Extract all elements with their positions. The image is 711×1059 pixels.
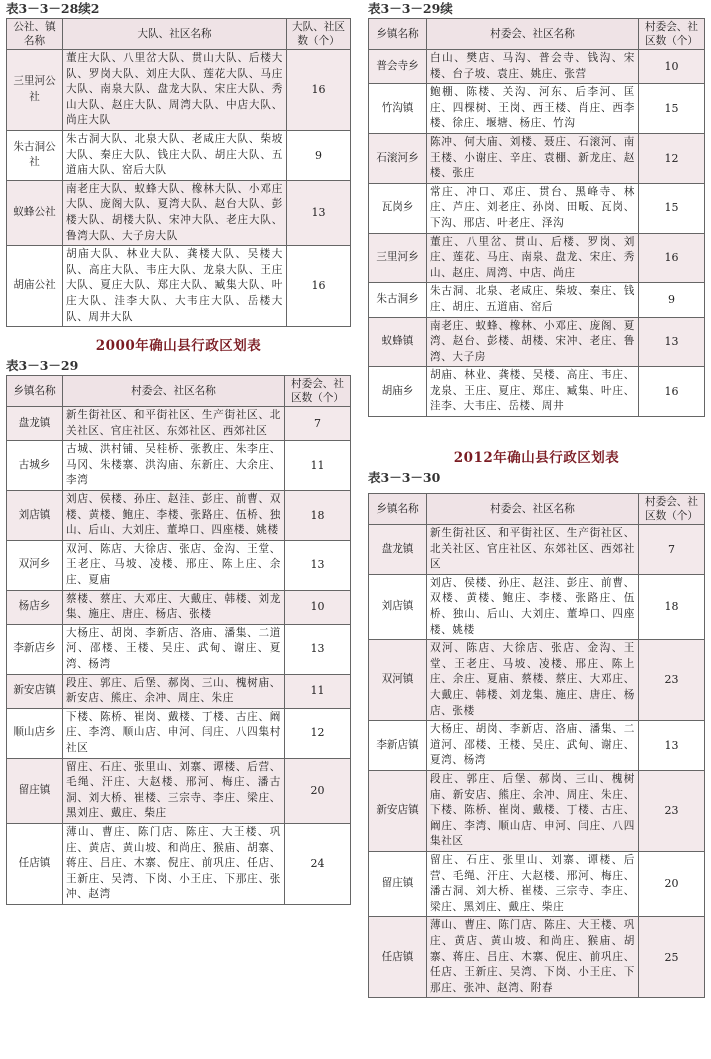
row-name-cell: 石滚河乡 (369, 133, 427, 183)
row-list-cell: 南老庄大队、蚁蜂大队、橡林大队、小邓庄大队、庞阁大队、夏湾大队、赵台大队、彭楼大队、胡楼大队、宋冲大队、老庄大队、鲁湾大队、大子房大队 (63, 180, 287, 245)
table-row (369, 367, 705, 417)
row-name-cell: 朱古洞乡 (369, 283, 427, 317)
table-id-3-3-30: 表3－3－30 (368, 470, 441, 486)
row-count-cell: 10 (639, 50, 705, 84)
right-column (368, 0, 705, 998)
row-name-cell: 新安店镇 (369, 770, 427, 851)
row-count-cell: 20 (639, 851, 705, 916)
table-row (7, 758, 351, 823)
row-count-cell: 15 (639, 84, 705, 134)
table-row (369, 851, 705, 916)
table-3-3-29 (6, 375, 351, 905)
table-3-3-28-cont2 (6, 18, 351, 327)
table-row (7, 708, 351, 758)
row-list-cell: 段庄、郭庄、后堡、郝岗、三山、槐树庙、新安店、熊庄、余冲、周庄、朱庄 (63, 674, 285, 708)
table-row (369, 283, 705, 317)
row-list-cell: 朱古洞、北泉、老咸庄、柴坡、秦庄、钱庄、胡庄、五道庙、窑后 (427, 283, 639, 317)
row-name-cell: 双河乡 (7, 540, 63, 590)
row-name-cell: 瓦岗乡 (369, 183, 427, 233)
header-commune-name: 公社、镇名称 (7, 19, 63, 50)
header-village-names: 村委会、社区名称 (63, 376, 285, 407)
row-name-cell: 胡庙公社 (7, 246, 63, 327)
left-column (6, 0, 351, 905)
row-name-cell: 三里河乡 (369, 233, 427, 283)
row-count-cell: 18 (285, 491, 351, 541)
row-list-cell: 下楼、陈桥、崔岗、戴楼、丁楼、古庄、阚庄、李湾、顺山店、申河、闫庄、八四集村社区 (63, 708, 285, 758)
table-row (369, 917, 705, 998)
row-name-cell: 顺山店乡 (7, 708, 63, 758)
row-list-cell: 常庄、冲口、邓庄、贯台、黑峰寺、林庄、芦庄、刘老庄、孙岗、田畈、瓦岗、下沟、邢店、叶老庄、泽沟 (427, 183, 639, 233)
row-list-cell: 新生街社区、和平街社区、生产街社区、北关社区、官庄社区、东郊社区、西郊社区 (427, 525, 639, 575)
table-row (369, 721, 705, 771)
header-township-name: 乡镇名称 (7, 376, 63, 407)
row-name-cell: 盘龙镇 (369, 525, 427, 575)
row-name-cell: 留庄镇 (369, 851, 427, 916)
row-count-cell: 13 (285, 624, 351, 674)
row-count-cell: 11 (285, 674, 351, 708)
row-name-cell: 古城乡 (7, 441, 63, 491)
row-count-cell: 16 (639, 233, 705, 283)
section-title-2000: 2000年确山县行政区划表 (95, 338, 262, 355)
row-list-cell: 白山、樊店、马沟、普会寺、钱沟、宋楼、台子坡、袁庄、姚庄、张营 (427, 50, 639, 84)
table-row (369, 84, 705, 134)
row-list-cell: 鲍棚、陈楼、关沟、河东、后李河、匡庄、四棵树、王岗、西王楼、肖庄、西李楼、徐庄、堰塘、杨庄、竹沟 (427, 84, 639, 134)
table-row (7, 407, 351, 441)
row-name-cell: 刘店镇 (369, 574, 427, 639)
row-list-cell: 胡庙大队、林业大队、龚楼大队、吴楼大队、高庄大队、韦庄大队、龙泉大队、王庄大队、夏庄大队、郑庄大队、臧集大队、叶庄大队、洼李大队、大韦庄大队、岳楼大队、周井大队 (63, 246, 287, 327)
row-name-cell: 李新店乡 (7, 624, 63, 674)
row-count-cell: 24 (285, 823, 351, 904)
table-row (369, 50, 705, 84)
row-count-cell: 9 (287, 130, 351, 180)
table-id-3-3-29-cont: 表3－3－29续 (368, 1, 453, 16)
table-3-3-29-cont (368, 18, 705, 417)
row-list-cell: 陈冲、何大庙、刘楼、聂庄、石滚河、南王楼、小谢庄、辛庄、袁棚、新龙庄、赵楼、张庄 (427, 133, 639, 183)
table-row (369, 233, 705, 283)
row-list-cell: 朱古洞大队、北泉大队、老咸庄大队、柴坡大队、秦庄大队、钱庄大队、胡庄大队、五道庙大队、窑后大队 (63, 130, 287, 180)
row-count-cell: 11 (285, 441, 351, 491)
row-list-cell: 双河、陈店、大徐店、张店、金沟、王堂、王老庄、马坡、凌楼、邢庄、陈上庄、余庄、夏庙、蔡楼、蔡庄、大邓庄、大戴庄、韩楼、刘龙集、施庄、唐庄、杨店、张楼 (427, 640, 639, 721)
header-township-name: 乡镇名称 (369, 19, 427, 50)
row-count-cell: 16 (639, 367, 705, 417)
row-list-cell: 刘店、侯楼、孙庄、赵洼、彭庄、前曹、双楼、黄楼、鲍庄、李楼、张路庄、伍桥、独山、后山、大刘庄、董埠口、四座楼、姚楼 (63, 491, 285, 541)
table-row (369, 133, 705, 183)
row-list-cell: 段庄、郭庄、后堡、郝岗、三山、槐树庙、新安店、熊庄、余冲、周庄、朱庄、下楼、陈桥、崔岗、戴楼、丁楼、古庄、阚庄、李湾、顺山店、申河、闫庄、八四集社区 (427, 770, 639, 851)
row-name-cell: 盘龙镇 (7, 407, 63, 441)
row-count-cell: 9 (639, 283, 705, 317)
table-row (7, 50, 351, 131)
row-list-cell: 南老庄、蚁蜂、橡林、小邓庄、庞阁、夏湾、赵台、彭楼、胡楼、宋冲、老庄、鲁湾、大子房 (427, 317, 639, 367)
table-row (369, 183, 705, 233)
table-row (7, 624, 351, 674)
row-count-cell: 16 (287, 50, 351, 131)
row-name-cell: 任店镇 (369, 917, 427, 998)
row-name-cell: 刘店镇 (7, 491, 63, 541)
table-header-row (7, 19, 351, 50)
row-list-cell: 新生街社区、和平街社区、生产街社区、北关社区、官庄社区、东郊社区、西郊社区 (63, 407, 285, 441)
table-row (7, 540, 351, 590)
section-title-2012: 2012年确山县行政区划表 (453, 450, 620, 467)
row-count-cell: 12 (639, 133, 705, 183)
header-brigade-names: 大队、社区名称 (63, 19, 287, 50)
row-count-cell: 13 (639, 317, 705, 367)
row-name-cell: 留庄镇 (7, 758, 63, 823)
table-row (369, 317, 705, 367)
header-village-count: 村委会、社区数（个） (639, 494, 705, 525)
row-name-cell: 杨店乡 (7, 590, 63, 624)
header-village-count: 村委会、社区数（个） (639, 19, 705, 50)
row-list-cell: 董庄大队、八里岔大队、贯山大队、后楼大队、罗岗大队、刘庄大队、莲花大队、马庄大队、南泉大队、盘龙大队、宋庄大队、秀山大队、赵庄大队、周湾大队、中店大队、尚庄大队 (63, 50, 287, 131)
row-name-cell: 三里河公社 (7, 50, 63, 131)
table-3-3-30 (368, 493, 705, 998)
header-brigade-count: 大队、社区数（个） (287, 19, 351, 50)
table-header-row (369, 19, 705, 50)
row-count-cell: 25 (639, 917, 705, 998)
table-row (7, 441, 351, 491)
row-count-cell: 12 (285, 708, 351, 758)
row-name-cell: 蚁蜂公社 (7, 180, 63, 245)
row-name-cell: 新安店镇 (7, 674, 63, 708)
table-header-row (7, 376, 351, 407)
table-row (369, 574, 705, 639)
row-list-cell: 董庄、八里岔、贯山、后楼、罗岗、刘庄、莲花、马庄、南泉、盘龙、宋庄、秀山、赵庄、周湾、中店、尚庄 (427, 233, 639, 283)
row-count-cell: 7 (639, 525, 705, 575)
row-count-cell: 10 (285, 590, 351, 624)
row-list-cell: 胡庙、林业、龚楼、吴楼、高庄、韦庄、龙泉、王庄、夏庄、郑庄、臧集、叶庄、洼李、大韦庄、岳楼、周井 (427, 367, 639, 417)
row-list-cell: 大杨庄、胡岗、李新店、洛庙、潘集、二道河、邵楼、王楼、吴庄、武甸、谢庄、夏湾、杨湾 (427, 721, 639, 771)
table-row (7, 180, 351, 245)
row-list-cell: 蔡楼、蔡庄、大邓庄、大戴庄、韩楼、刘龙集、施庄、唐庄、杨店、张楼 (63, 590, 285, 624)
table-row (369, 640, 705, 721)
header-township-name: 乡镇名称 (369, 494, 427, 525)
table-header-row (369, 494, 705, 525)
table-id-3-3-29: 表3－3－29 (6, 358, 79, 374)
row-name-cell: 普会寺乡 (369, 50, 427, 84)
row-name-cell: 任店镇 (7, 823, 63, 904)
row-list-cell: 留庄、石庄、张里山、刘寨、谭楼、后营、毛绳、汗庄、大赵楼、邢河、梅庄、潘古洞、刘大桥、崔楼、三宗寺、李庄、梁庄、黑刘庄、戴庄、柴庄 (427, 851, 639, 916)
row-list-cell: 大杨庄、胡岗、李新店、洛庙、潘集、二道河、邵楼、王楼、吴庄、武甸、谢庄、夏湾、杨湾 (63, 624, 285, 674)
row-count-cell: 13 (285, 540, 351, 590)
table-row (7, 823, 351, 904)
row-list-cell: 留庄、石庄、张里山、刘寨、谭楼、后营、毛绳、汗庄、大赵楼、邢河、梅庄、潘古洞、刘大桥、崔楼、三宗寺、李庄、梁庄、黑刘庄、戴庄、柴庄 (63, 758, 285, 823)
table-row (7, 491, 351, 541)
table-row (369, 770, 705, 851)
row-count-cell: 18 (639, 574, 705, 639)
row-list-cell: 薄山、曹庄、陈门店、陈庄、大王楼、巩庄、黄店、黄山坡、和尚庄、猴庙、胡寨、蒋庄、吕庄、木寨、倪庄、前巩庄、任店、王新庄、吴湾、下岗、小王庄、下那庄、张冲、赵湾、附春 (427, 917, 639, 998)
row-name-cell: 李新店镇 (369, 721, 427, 771)
row-list-cell: 刘店、侯楼、孙庄、赵洼、彭庄、前曹、双楼、黄楼、鲍庄、李楼、张路庄、伍桥、独山、后山、大刘庄、董埠口、四座楼、姚楼 (427, 574, 639, 639)
row-count-cell: 7 (285, 407, 351, 441)
table-row (7, 246, 351, 327)
table-row (7, 130, 351, 180)
row-count-cell: 15 (639, 183, 705, 233)
row-count-cell: 23 (639, 640, 705, 721)
row-count-cell: 20 (285, 758, 351, 823)
table-row (369, 525, 705, 575)
row-name-cell: 胡庙乡 (369, 367, 427, 417)
row-count-cell: 13 (639, 721, 705, 771)
row-name-cell: 蚁蜂镇 (369, 317, 427, 367)
table-row (7, 674, 351, 708)
row-count-cell: 16 (287, 246, 351, 327)
header-village-count: 村委会、社区数（个） (285, 376, 351, 407)
row-count-cell: 13 (287, 180, 351, 245)
row-list-cell: 双河、陈店、大徐店、张店、金沟、王堂、王老庄、马坡、凌楼、邢庄、陈上庄、余庄、夏庙 (63, 540, 285, 590)
row-list-cell: 薄山、曹庄、陈门店、陈庄、大王楼、巩庄、黄店、黄山坡、和尚庄、猴庙、胡寨、蒋庄、吕庄、木寨、倪庄、前巩庄、任店、王新庄、吴湾、下岗、小王庄、下那庄、张冲、赵湾 (63, 823, 285, 904)
row-list-cell: 古城、洪村铺、吴桂桥、张教庄、朱李庄、马冈、朱楼寨、洪沟庙、东新庄、大余庄、李湾 (63, 441, 285, 491)
header-village-names: 村委会、社区名称 (427, 19, 639, 50)
row-name-cell: 朱古洞公社 (7, 130, 63, 180)
table-row (7, 590, 351, 624)
table-id-3-3-28-cont2: 表3－3－28续2 (6, 1, 100, 16)
row-name-cell: 竹沟镇 (369, 84, 427, 134)
row-count-cell: 23 (639, 770, 705, 851)
header-village-names: 村委会、社区名称 (427, 494, 639, 525)
row-name-cell: 双河镇 (369, 640, 427, 721)
